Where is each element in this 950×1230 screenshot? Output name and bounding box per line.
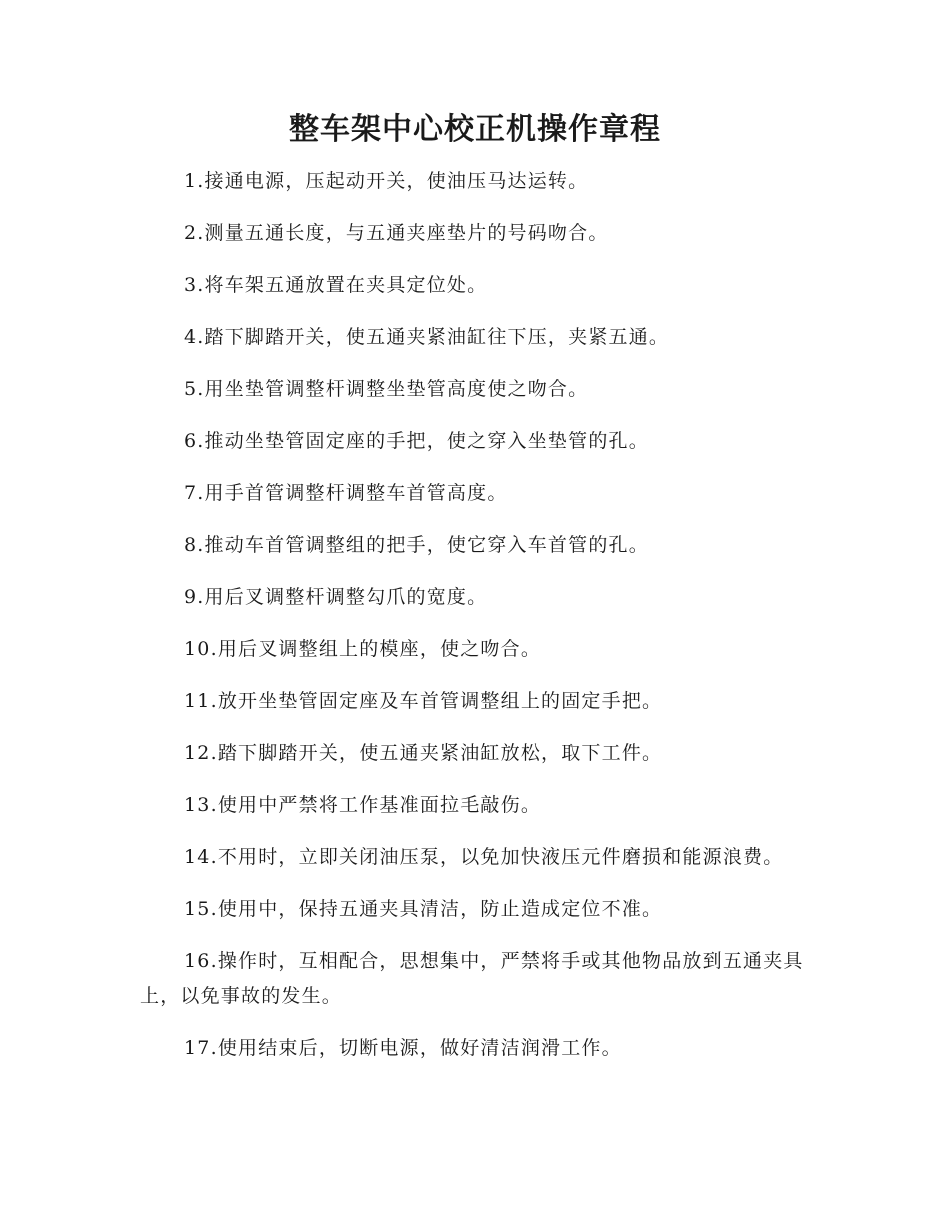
procedure-step-3: 3.将车架五通放置在夹具定位处。 (184, 274, 488, 296)
procedure-step-8: 8.推动车首管调整组的把手，使它穿入车首管的孔。 (184, 534, 649, 556)
document-title: 整车架中心校正机操作章程 (289, 112, 661, 147)
procedure-step-4: 4.踏下脚踏开关，使五通夹紧油缸往下压，夹紧五通。 (184, 326, 670, 348)
procedure-step-10: 10.用后叉调整组上的模座，使之吻合。 (184, 638, 542, 660)
procedure-step-15: 15.使用中，保持五通夹具清洁，防止造成定位不准。 (184, 898, 663, 920)
procedure-step-7: 7.用手首管调整杆调整车首管高度。 (184, 482, 508, 504)
procedure-step-12: 12.踏下脚踏开关，使五通夹紧油缸放松，取下工件。 (184, 742, 663, 764)
procedure-step-6: 6.推动坐垫管固定座的手把，使之穿入坐垫管的孔。 (184, 430, 649, 452)
document-body (140, 164, 810, 1083)
procedure-step-1: 1.接通电源，压起动开关，使油压马达运转。 (184, 170, 589, 192)
procedure-step-2: 2.测量五通长度，与五通夹座垫片的号码吻合。 (184, 222, 609, 244)
procedure-step-16: 16.操作时，互相配合，思想集中，严禁将手或其他物品放到五通夹具上，以免事故的发生。 (140, 950, 804, 1007)
procedure-step-13: 13.使用中严禁将工作基准面拉毛敲伤。 (184, 794, 542, 816)
procedure-step-14: 14.不用时，立即关闭油压泵，以免加快液压元件磨损和能源浪费。 (184, 846, 784, 868)
procedure-step-11: 11.放开坐垫管固定座及车首管调整组上的固定手把。 (184, 690, 663, 712)
procedure-step-17: 17.使用结束后，切断电源，做好清洁润滑工作。 (184, 1037, 622, 1059)
procedure-step-9: 9.用后叉调整杆调整勾爪的宽度。 (184, 586, 488, 608)
procedure-step-5: 5.用坐垫管调整杆调整坐垫管高度使之吻合。 (184, 378, 589, 400)
